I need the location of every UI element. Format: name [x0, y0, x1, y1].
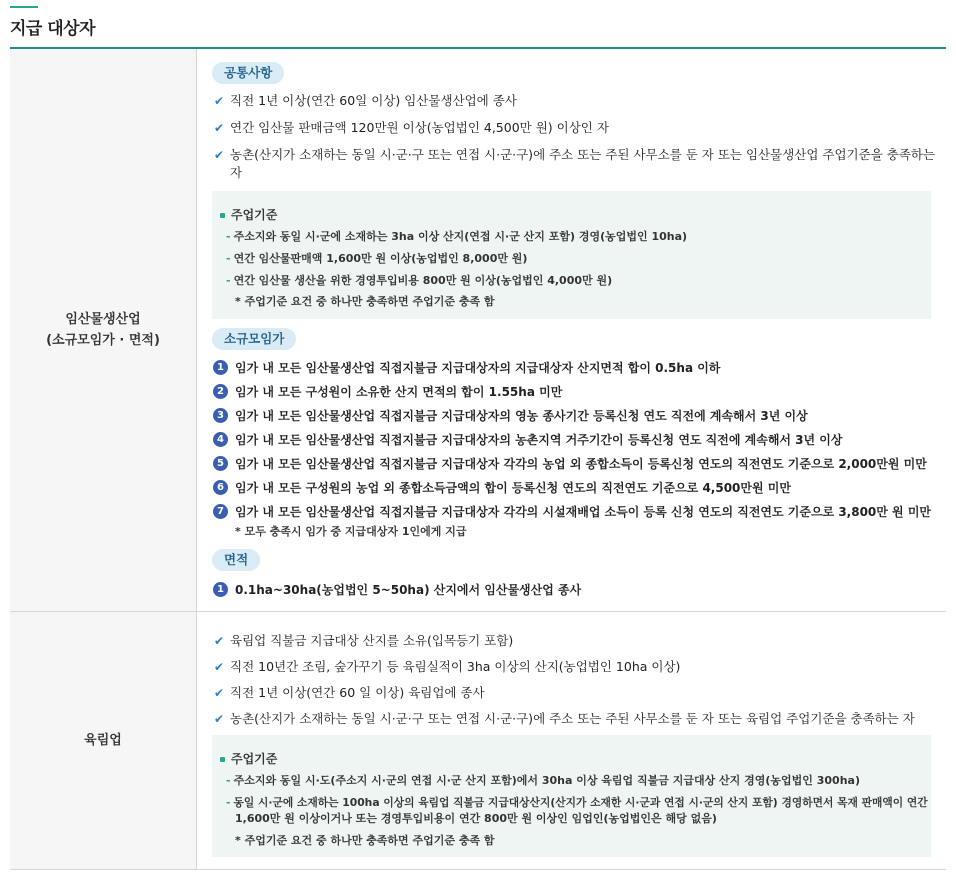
check-icon: ✔ — [214, 148, 225, 162]
number-badge-icon: 1 — [213, 360, 228, 375]
number-badge-icon: 3 — [213, 408, 228, 423]
check-icon: ✔ — [214, 686, 225, 700]
number-badge-icon: 1 — [213, 582, 228, 597]
check-icon: ✔ — [214, 94, 225, 108]
row-header-forest-product — [10, 49, 196, 611]
number-badge-icon: 4 — [213, 432, 228, 447]
criteria-note: * 주업기준 요건 중 하나만 충족하면 주업기준 충족 함 — [235, 295, 495, 308]
page-title: 지급 대상자 — [10, 19, 96, 39]
criteria-box — [212, 191, 931, 319]
row-header-title: 임산물생산업 — [65, 312, 141, 327]
criteria-line: - 동일 시·군에 소재하는 100ha 이상의 육림업 직불금 지급대상산지(산지가 소재한 시·군과 연접 시·군의 산지 포함) 경영하면서 목재 판매액이 연간 — [226, 796, 928, 809]
check-icon: ✔ — [214, 660, 225, 674]
small-household-note: * 모두 충족시 임가 중 지급대상자 1인에게 지급 — [235, 525, 467, 538]
row-header-silviculture — [10, 612, 196, 869]
criteria-line: - 연간 임산물 생산을 위한 경영투입비용 800만 원 이상(농업법인 4,000만 원) — [226, 274, 613, 287]
criteria-note: * 주업기준 요건 중 하나만 충족하면 주업기준 충족 함 — [235, 834, 495, 847]
pill-common: 공통사항 — [212, 62, 284, 84]
criteria-head: 주업기준 — [220, 206, 277, 223]
row-header-subtitle: (소규모임가 · 면적) — [46, 333, 160, 348]
row-header-title: 육림업 — [84, 733, 122, 748]
check-icon: ✔ — [214, 634, 225, 648]
number-badge-icon: 5 — [213, 456, 228, 471]
title-accent-bar — [10, 6, 38, 8]
check-icon: ✔ — [214, 121, 225, 135]
criteria-line: - 주소지와 동일 시·군에 소재하는 3ha 이상 산지(연접 시·군 산지 포함) 경영(농업법인 10ha) — [226, 230, 688, 243]
criteria-head: 주업기준 — [220, 750, 277, 767]
criteria-line: - 주소지와 동일 시·도(주소지 시·군의 연접 시·군 산지 포함)에서 30ha 이상 육림업 직불금 지급대상 산지 경영(농업법인 300ha) — [226, 774, 860, 787]
pill-area: 면적 — [212, 549, 260, 571]
criteria-line: - 연간 임산물판매액 1,600만 원 이상(농업법인 8,000만 원) — [226, 252, 528, 265]
number-badge-icon: 7 — [213, 504, 228, 519]
square-bullet-icon — [220, 757, 225, 762]
number-badge-icon: 2 — [213, 384, 228, 399]
number-badge-icon: 6 — [213, 480, 228, 495]
square-bullet-icon — [220, 213, 225, 218]
criteria-line-continued: 1,600만 원 이상이거나 또는 경영투입비용이 연간 800만 원 이상인 임업인(농업법인은 해당 없음) — [235, 812, 717, 825]
eligibility-table: 임산물생산업 (소규모임가 · 면적) 공통사항 ✔ 직전 1년 이상(연간 60일 이상) 임산물생산업에 종사 ✔ 연간 임산물 판매금액 120만원 이상(농업법인 4,500만 원) 이상인 자 ✔ 농촌(산지가 소재하는 동일 시·군·구 또는 연접 시·군·구)에 주소 또는 주된 사무소를 둔 자 또는 임산물생산업 주업기준을 충족하는 자 주업기준 - 주소지와 동일 시·군에 소재하는 3ha 이상 산지(연접 시·군 산지 포함) 경영(농업법인 10ha) - 연간 임산물판매액 1,600만 원 이상(농업법인 8,000만 원) - 연간 임산물 생산을 위한 경영투입비용 800만 원 이상(농업법인 4,000만 원) * 주업기준 요건 중 하나만 충족하면 주업기준 충족 함 소규모임가 1 임가 내 모든 임산물생산업 직접지불금 지급대상자의 지급대상자 산지면적 합이 0.5ha 이하 2 임가 내 모든 구성원이 소유한 산지 면적의 합이 1.55ha 미만 3 임가 내 모든 임산물생산업 직접지불금 지급대상자의 영농 종사기간 등록신청 연도 직전에 계속해서 3년 이상 4 임가 내 모든 임산물생산업 직접지불금 지급대상자의 농촌지역 거주기간이 등록신청 연도 직전에 계속해서 3년 이상 5 임가 내 모든 임산물생산업 직접지불금 지급대상자 각각의 농업 외 종합소득이 등록신청 연도의 직전연도 기준으로 2,000만원 미만 6 임가 내 모든 구성원의 농업 외 종합소득금액의 합이 등록신청 연도의 직전연도 기준으로 4,500만원 미만 7 임가 내 모든 임산물생산업 직접지불금 지급대상자 각각의 시설재배업 소득이 등록 신청 연도의 직전연도 기준으로 3,800만 원 미만 * 모두 충족시 임가 중 지급대상자 1인에게 지급 면적 1 0.1ha~30ha(농업법인 5~50ha) 산지에서 임산물생산업 종사 육림업 ✔ 육림업 직불금 지급대상 산지를 소유(입목등기 포함) ✔ 직전 10년간 조림, 숲가꾸기 등 육림실적이 3ha 이상의 산지(농업법인 10ha 이상) ✔ 직전 1년 이상(연간 60 일 이상) 육림업에 종사 ✔ 농촌(산지가 소재하는 동일 시·군·구 또는 연접 시·군·구)에 주소 또는 주된 사무소를 둔 자 또는 육림업 주업기준을 충족하는 자 주업기준 - 주소지와 동일 시·도(주소지 시·군의 연접 시·군 산지 포함)에서 30ha 이상 육림업 직불금 지급대상 산지 경영(농업법인 300ha) - 동일 시·군에 소재하는 100ha 이상의 육림업 직불금 지급대상산지(산지가 소재한 시·군과 연접 시·군의 산지 포함) 경영하면서 목재 판매액이 연간 1,600만 원 이상이거나 또는 경영투입비용이 연간 800만 원 이상인 임업인(농업법인은 해당 없음) * 주업기준 요건 중 하나만 충족하면 주업기준 충족 함 — [10, 49, 946, 869]
pill-small-household: 소규모임가 — [212, 328, 296, 350]
check-icon: ✔ — [214, 712, 225, 726]
criteria-box — [212, 735, 931, 857]
